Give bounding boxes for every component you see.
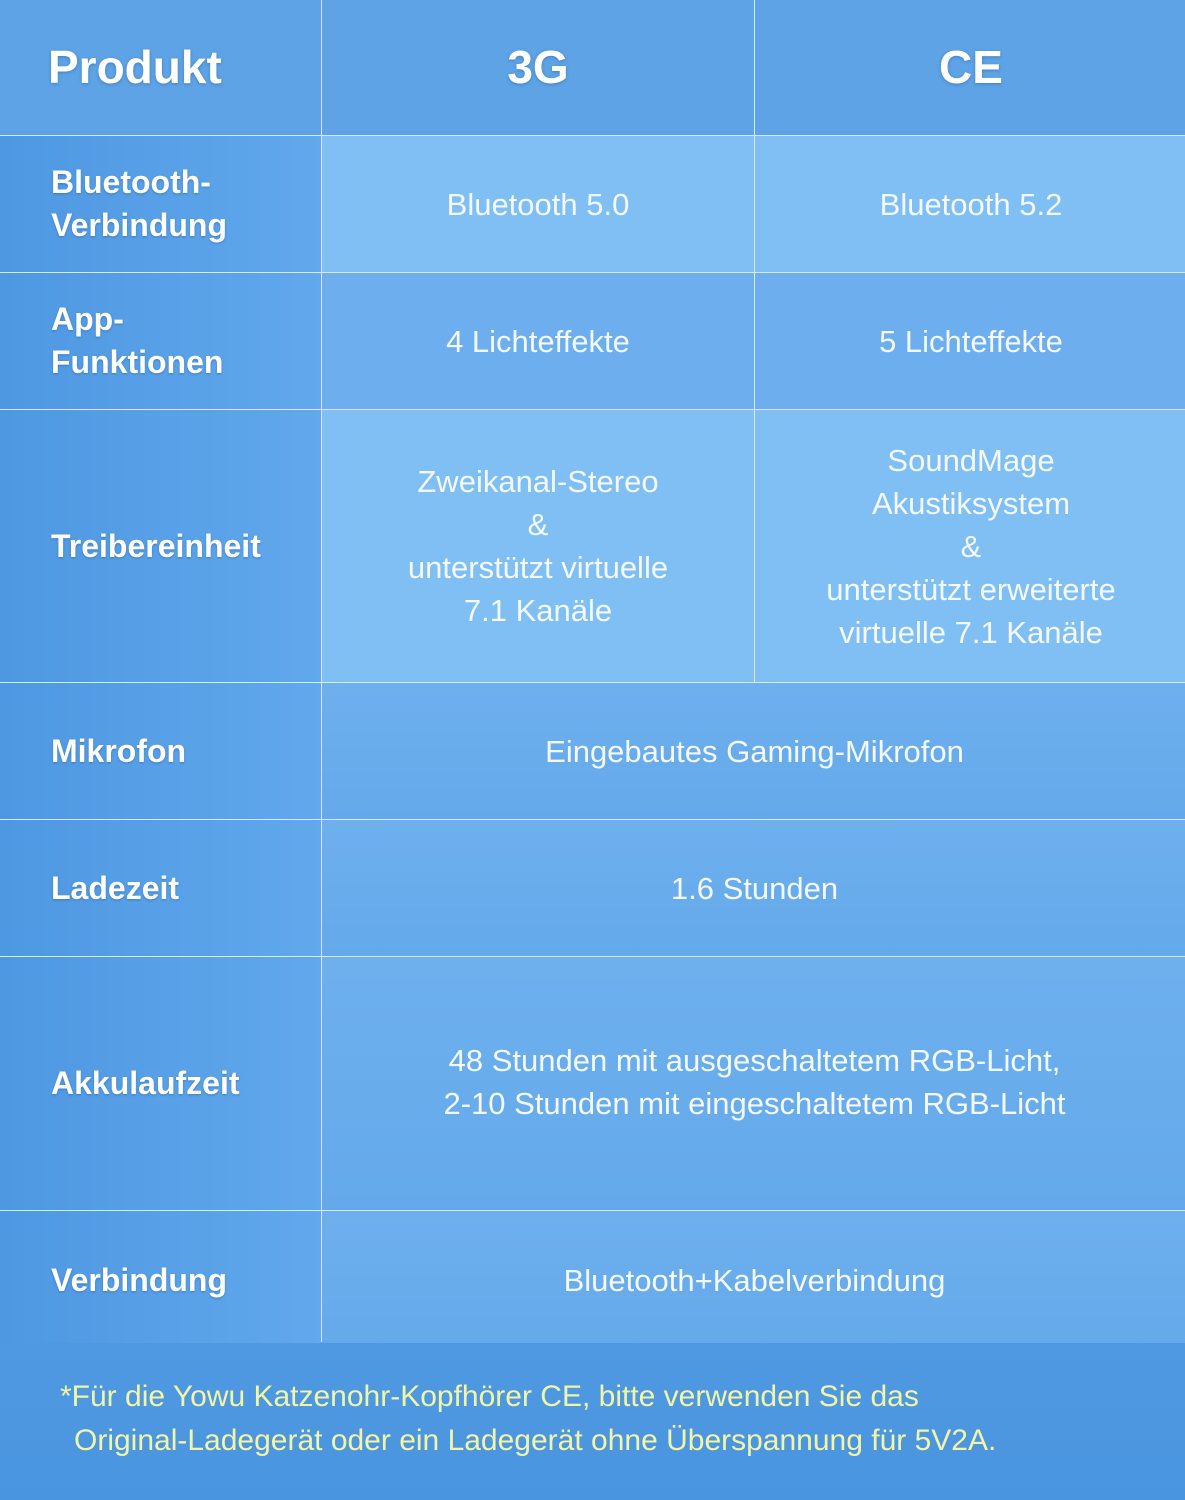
row-label-charging: Ladezeit <box>0 820 321 956</box>
cell-bluetooth-ce: Bluetooth 5.2 <box>755 136 1185 272</box>
row-label-connection: Verbindung <box>0 1211 321 1349</box>
cell-battery: 48 Stunden mit ausgeschaltetem RGB-Licht, 2-10 Stunden mit eingeschaltetem RGB-Licht <box>322 957 1185 1210</box>
footer-note-line-2: Original-Ladegerät oder ein Ladegerät ohne Überspannung für 5V2A. <box>74 1424 997 1457</box>
row-label-app: App- Funktionen <box>0 273 321 409</box>
row-label-battery: Akkulaufzeit <box>0 957 321 1210</box>
row-label-bluetooth: Bluetooth- Verbindung <box>0 136 321 272</box>
header-product: Produkt <box>0 0 321 135</box>
cell-connection: Bluetooth+Kabelverbindung <box>322 1211 1185 1349</box>
footer-note-line-1: *Für die Yowu Katzenohr-Kopfhörer CE, bitte verwenden Sie das <box>60 1380 919 1413</box>
cell-app-ce: 5 Lichteffekte <box>755 273 1185 409</box>
footer-note <box>0 1343 1185 1500</box>
cell-driver-3g: Zweikanal-Stereo & unterstützt virtuelle 7.1 Kanäle <box>322 410 754 682</box>
cell-app-3g: 4 Lichteffekte <box>322 273 754 409</box>
cell-bluetooth-3g: Bluetooth 5.0 <box>322 136 754 272</box>
header-ce: CE <box>755 0 1185 135</box>
cell-microphone: Eingebautes Gaming-Mikrofon <box>322 683 1185 819</box>
cell-charging: 1.6 Stunden <box>322 820 1185 956</box>
cell-driver-ce: SoundMage Akustiksystem & unterstützt erweiterte virtuelle 7.1 Kanäle <box>755 410 1185 682</box>
row-label-microphone: Mikrofon <box>0 683 321 819</box>
header-3g: 3G <box>322 0 754 135</box>
row-label-driver: Treibereinheit <box>0 410 321 682</box>
